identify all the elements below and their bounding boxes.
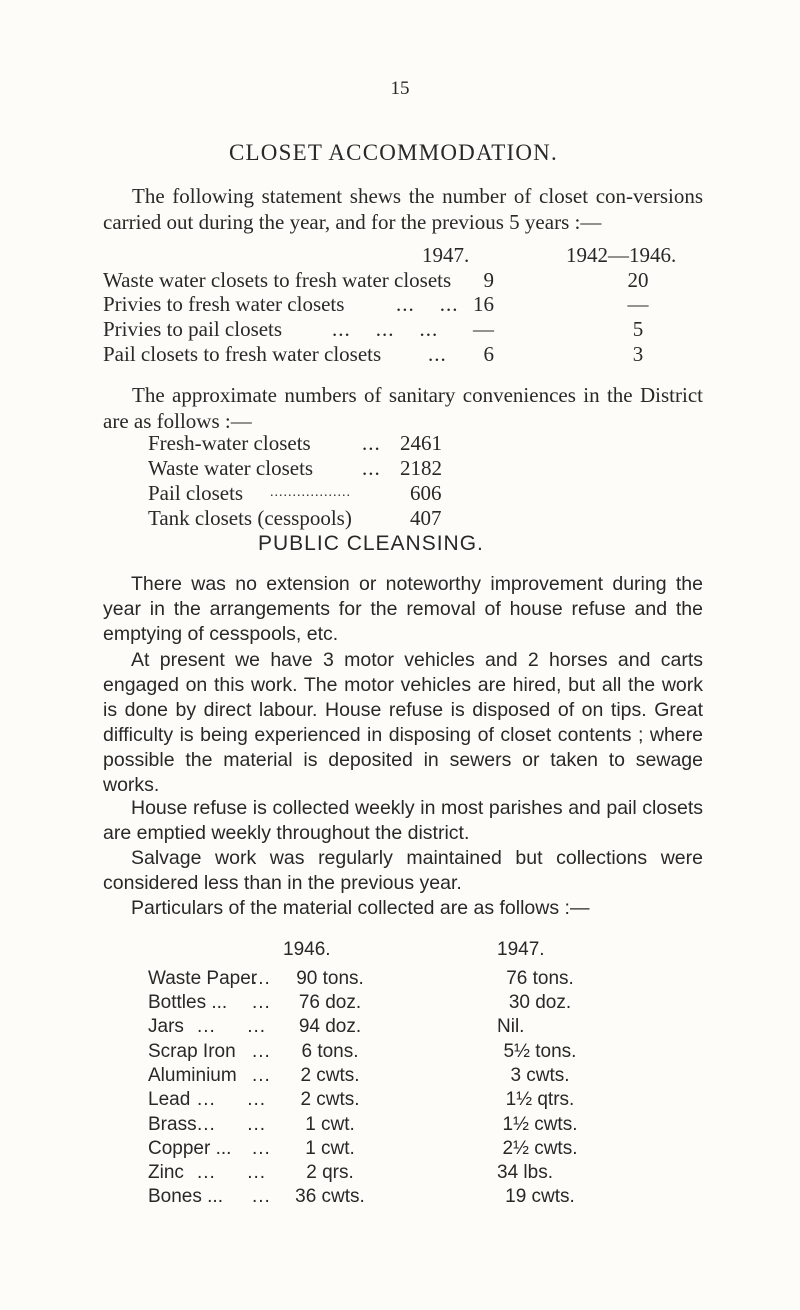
convenience-label: Fresh-water closets xyxy=(148,431,311,455)
table-row xyxy=(0,317,800,343)
salvage-material: Bottles ... xyxy=(148,992,228,1013)
table-row xyxy=(0,342,800,368)
salvage-1946: 1 cwt. xyxy=(305,1138,355,1159)
row-1942: 20 xyxy=(627,268,649,292)
table-row xyxy=(0,1186,800,1210)
salvage-material: Aluminium xyxy=(148,1065,237,1086)
salvage-1946: 2 cwts. xyxy=(300,1089,360,1110)
salvage-1947: 3 cwts. xyxy=(510,1065,570,1086)
table-row xyxy=(0,968,800,992)
cleansing-paragraph: At present we have 3 motor vehicles and 2 horses and carts engaged on this work. The motor vehicles are hired, but all the work is done by direct labour. House refuse is disposed of on tips. Great difficulty is being experienced in disposing of closet contents ; where possible the material is deposited in sewers or taken to sewage works. xyxy=(103,649,703,796)
salvage-1946: 94 doz. xyxy=(298,1016,362,1037)
cleansing-paragraph: There was no extension or noteworthy improvement during the year in the arrangements for the removal of house refuse and the emptying of cesspools, etc. xyxy=(103,573,703,645)
leader-dots: ... xyxy=(252,968,271,989)
row-1942: 5 xyxy=(632,317,644,341)
salvage-material: Bones ... xyxy=(148,1186,223,1207)
salvage-1947: 34 lbs. xyxy=(497,1162,553,1183)
convenience-label: Waste water closets xyxy=(148,456,314,480)
salvage-material: Brass xyxy=(148,1114,197,1135)
leader-dots: ... ... xyxy=(197,1114,267,1135)
leader-dots: ... xyxy=(252,1138,271,1159)
salvage-1946: 76 doz. xyxy=(298,992,362,1013)
leader-dots: ... xyxy=(252,1041,271,1062)
table-row xyxy=(0,1089,800,1113)
leader-dots: ... xyxy=(252,1065,271,1086)
leader-dots: ... ... xyxy=(396,292,459,316)
salvage-1947: 2½ cwts. xyxy=(502,1138,578,1159)
page-number: 15 xyxy=(390,78,410,99)
salvage-1947: 19 cwts. xyxy=(505,1186,575,1207)
salvage-header-1946: 1946. xyxy=(283,939,331,960)
list-item xyxy=(0,506,800,532)
table-row xyxy=(0,1016,800,1040)
closet-intro: The following statement shews the number of closet con-versions carried out during the year, and for the previous 5 years :— xyxy=(103,184,703,234)
salvage-1947: 1½ qtrs. xyxy=(505,1089,575,1110)
table-row xyxy=(0,1114,800,1138)
leader-dots: ... ... xyxy=(197,1016,267,1037)
salvage-1947: Nil. xyxy=(497,1016,525,1037)
salvage-1946: 36 cwts. xyxy=(295,1186,365,1207)
salvage-1946: 1 cwt. xyxy=(305,1114,355,1135)
convenience-value: 407 xyxy=(410,506,442,530)
table-row xyxy=(0,292,800,318)
cleansing-paragraph: Salvage work was regularly maintained but collections were considered less than in the previous year. xyxy=(103,847,703,894)
salvage-material: Lead xyxy=(148,1089,191,1110)
closet-col-headers xyxy=(0,243,800,269)
convenience-value: 606 xyxy=(410,481,442,505)
table-row xyxy=(0,268,800,294)
salvage-material: Jars xyxy=(148,1016,184,1037)
leader-dots: ... xyxy=(252,992,271,1013)
table-row xyxy=(0,1138,800,1162)
salvage-header-1947: 1947. xyxy=(497,939,545,960)
row-label: Pail closets to fresh water closets xyxy=(103,342,382,366)
row-1947: 16 xyxy=(473,292,494,316)
leader-dots: ... xyxy=(362,456,381,480)
salvage-1946: 2 cwts. xyxy=(300,1065,360,1086)
leader-dots: ... xyxy=(252,1186,271,1207)
convenience-label: Tank closets (cesspools) xyxy=(148,506,352,530)
leader-dots: ... ... xyxy=(197,1162,267,1183)
salvage-1947: 1½ cwts. xyxy=(502,1114,578,1135)
convenience-value: 2461 xyxy=(400,431,442,455)
table-row xyxy=(0,1041,800,1065)
convenience-label: Pail closets xyxy=(148,481,244,505)
convenience-value: 2182 xyxy=(400,456,442,480)
col-header-1947: 1947. xyxy=(422,243,470,267)
row-1947: 9 xyxy=(483,268,494,292)
leader-dots: ... xyxy=(362,431,381,455)
row-1947: — xyxy=(473,317,494,341)
cleansing-paragraph: Particulars of the material collected are as follows :— xyxy=(131,897,590,919)
row-label: Waste water closets to fresh water closets xyxy=(103,268,452,292)
row-label: Privies to fresh water closets xyxy=(103,292,345,316)
list-item xyxy=(0,481,800,507)
salvage-headers xyxy=(0,939,800,963)
salvage-1947: 30 doz. xyxy=(508,992,572,1013)
table-row xyxy=(0,1162,800,1186)
salvage-1947: 76 tons. xyxy=(506,968,574,989)
salvage-1946: 90 tons. xyxy=(296,968,364,989)
salvage-material: Scrap Iron xyxy=(148,1041,236,1062)
row-label: Privies to pail closets xyxy=(103,317,283,341)
col-header-1942-1946: 1942—1946. xyxy=(566,243,677,267)
row-1942: — xyxy=(627,292,649,316)
salvage-material: Zinc xyxy=(148,1162,184,1183)
row-1942: 3 xyxy=(632,342,644,366)
closet-heading: CLOSET ACCOMMODATION. xyxy=(229,140,558,165)
list-item xyxy=(0,431,800,457)
salvage-1947: 5½ tons. xyxy=(503,1041,577,1062)
leader-dots: ... ... ... xyxy=(332,317,439,341)
table-row xyxy=(0,992,800,1016)
conveniences-intro: The approximate numbers of sanitary conveniences in the District are as follows :— xyxy=(103,383,703,433)
cleansing-paragraph: House refuse is collected weekly in most parishes and pail closets are emptied weekly throughout the district. xyxy=(103,797,703,844)
leader-dots: ... xyxy=(428,342,447,366)
leader-dots: .................. xyxy=(270,485,351,500)
list-item xyxy=(0,456,800,482)
row-1947: 6 xyxy=(483,342,494,366)
leader-dots: ... ... xyxy=(197,1089,267,1110)
table-row xyxy=(0,1065,800,1089)
salvage-material: Waste Paper xyxy=(148,968,258,989)
salvage-1946: 6 tons. xyxy=(301,1041,359,1062)
cleansing-heading: PUBLIC CLEANSING. xyxy=(258,532,484,555)
salvage-material: Copper ... xyxy=(148,1138,232,1159)
salvage-1946: 2 qrs. xyxy=(306,1162,354,1183)
